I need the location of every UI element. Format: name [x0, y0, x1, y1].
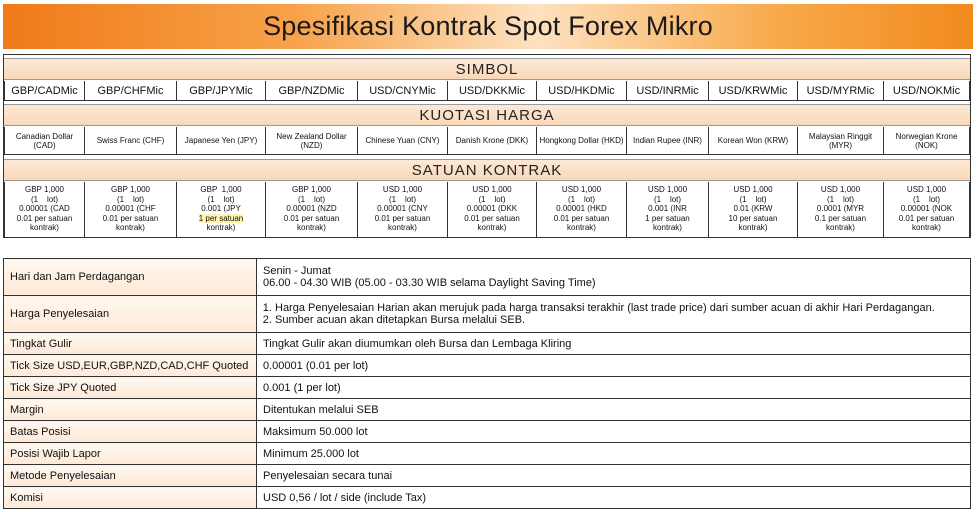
spec-value-item2: 2. Sumber acuan akan ditetapkan Bursa melalui SEB.: [275, 314, 964, 326]
page-title: Spesifikasi Kontrak Spot Forex Mikro: [263, 11, 713, 41]
unit-line: kontrak): [653, 223, 682, 232]
symbol-cell: USD/MYRMic: [798, 81, 884, 101]
currency-cell: Canadian Dollar (CAD): [4, 127, 85, 155]
unit-line: 0.001 (JPY: [201, 204, 241, 213]
unit-line: USD 1,000: [472, 185, 512, 194]
spec-row-tick2: [4, 377, 971, 399]
spec-value: [257, 259, 971, 296]
symbol-cell: GBP/CHFMic: [85, 81, 177, 101]
symbol-row: [4, 81, 970, 101]
currency-cell: New Zealand Dollar (NZD): [266, 127, 358, 155]
spec-label: Posisi Wajib Lapor: [4, 443, 257, 465]
spec-value: Penyelesaian secara tunai: [257, 465, 971, 487]
spec-row-gulir: [4, 333, 971, 355]
spec-label: Hari dan Jam Perdagangan: [4, 259, 257, 296]
unit-line: 10 per satuan: [728, 213, 778, 223]
unit-line: USD 1,000: [382, 185, 423, 194]
spec-table: [3, 258, 971, 509]
spec-label: Batas Posisi: [4, 421, 257, 443]
spec-row-batas: [4, 421, 971, 443]
spec-label: Tick Size USD,EUR,GBP,NZD,CAD,CHF Quoted: [4, 355, 257, 377]
unit-line: 0.01 per satuan: [464, 213, 520, 223]
unit-line: (1 lot): [388, 194, 417, 204]
unit-line: USD 1,000: [733, 185, 773, 194]
unit-line: (1 lot): [826, 194, 855, 204]
currency-cell: Malaysian Ringgit (MYR): [798, 127, 884, 155]
section-kuotasi: KUOTASI HARGA: [4, 104, 970, 126]
unit-line: GBP 1,000: [111, 185, 150, 194]
currency-cell: Chinese Yuan (CNY): [358, 127, 448, 155]
currency-row: [4, 127, 970, 155]
section-satuan: SATUAN KONTRAK: [4, 159, 970, 181]
symbol-cell: GBP/CADMic: [4, 81, 85, 101]
unit-line: kontrak): [30, 223, 59, 232]
currency-cell: Japanese Yen (JPY): [177, 127, 266, 155]
symbol-cell: USD/DKKMic: [448, 81, 537, 101]
title-banner: [3, 4, 973, 49]
unit-line: 0.00001 (HKD: [556, 204, 607, 213]
spec-label: Komisi: [4, 487, 257, 509]
currency-cell: Norwegian Krone (NOK): [884, 127, 970, 155]
unit-line: 0.01 per satuan: [102, 213, 159, 223]
spec-value: [257, 296, 971, 333]
spec-label: Tick Size JPY Quoted: [4, 377, 257, 399]
symbol-cell: USD/HKDMic: [537, 81, 627, 101]
unit-cell: [884, 182, 970, 238]
unit-cell: [177, 182, 266, 238]
spec-row-harga: [4, 296, 971, 333]
unit-line: USD 1,000: [820, 185, 861, 194]
unit-line: 0.00001 (CAD: [19, 204, 70, 213]
unit-line: 0.01 per satuan: [898, 213, 955, 223]
spec-value: Ditentukan melalui SEB: [257, 399, 971, 421]
unit-line: kontrak): [297, 223, 326, 232]
currency-cell: Danish Krone (DKK): [448, 127, 537, 155]
unit-line: USD 1,000: [647, 185, 688, 194]
unit-line: kontrak): [206, 223, 236, 232]
unit-line: kontrak): [388, 223, 417, 232]
unit-row: [4, 182, 970, 238]
unit-line: 0.001 (INR: [648, 204, 687, 213]
unit-line: (1 lot): [912, 194, 941, 204]
spec-row-lapor: [4, 443, 971, 465]
unit-cell: [85, 182, 177, 238]
unit-line: (1 lot): [297, 194, 326, 204]
unit-line: 0.0001 (MYR: [816, 204, 865, 213]
symbol-cell: USD/KRWMic: [709, 81, 798, 101]
spec-row-komisi: [4, 487, 971, 509]
symbol-cell: USD/NOKMic: [884, 81, 970, 101]
spec-row-margin: [4, 399, 971, 421]
unit-line: 0.00001 (NOK: [900, 204, 953, 213]
currency-cell: Korean Won (KRW): [709, 127, 798, 155]
spec-value: Minimum 25.000 lot: [257, 443, 971, 465]
unit-line: 0.01 per satuan: [374, 213, 431, 223]
unit-line: kontrak): [912, 223, 941, 232]
unit-line: 0.00001 (NZD: [286, 204, 337, 213]
unit-cell: [798, 182, 884, 238]
unit-line: kontrak): [826, 223, 855, 232]
unit-line: (1 lot): [739, 194, 767, 204]
spec-value: 0.001 (1 per lot): [257, 377, 971, 399]
unit-line: 0.01 per satuan: [283, 213, 340, 223]
symbol-cell: USD/INRMic: [627, 81, 709, 101]
unit-line: (1 lot): [567, 194, 596, 204]
unit-line: kontrak): [738, 223, 768, 232]
section-simbol: SIMBOL: [4, 58, 970, 80]
unit-line: 0.01 (KRW: [733, 204, 773, 213]
unit-cell: [358, 182, 448, 238]
unit-line: 0.00001 (CHF: [105, 204, 156, 213]
spec-value-item1: 1. Harga Penyelesaian Harian akan merujuk pada harga transaksi terakhir (last trade price) dari sumber acuan di akhir Hari Perdagangan.: [275, 302, 964, 314]
unit-line: kontrak): [567, 223, 596, 232]
spec-row-hari: [4, 259, 971, 296]
currency-cell: Indian Rupee (INR): [627, 127, 709, 155]
currency-cell: Hongkong Dollar (HKD): [537, 127, 627, 155]
unit-line: GBP 1,000: [25, 185, 64, 194]
spec-row-metode: [4, 465, 971, 487]
unit-line: 0.00001 (DKK: [466, 204, 518, 213]
unit-cell: [266, 182, 358, 238]
spec-label: Margin: [4, 399, 257, 421]
unit-line: (1 lot): [478, 194, 506, 204]
unit-line: 0.01 per satuan: [16, 213, 73, 223]
unit-line: kontrak): [477, 223, 507, 232]
unit-line: USD 1,000: [561, 185, 602, 194]
unit-cell: [448, 182, 537, 238]
unit-line: GBP 1,000: [200, 185, 242, 194]
unit-line: 0.01 per satuan: [553, 213, 610, 223]
spec-value: Tingkat Gulir akan diumumkan oleh Bursa dan Lembaga Kliring: [257, 333, 971, 355]
unit-line: 1 per satuan: [198, 213, 244, 223]
spec-label: Tingkat Gulir: [4, 333, 257, 355]
unit-line: GBP 1,000: [292, 185, 331, 194]
spec-value-line1: Senin - Jumat: [263, 265, 331, 277]
unit-line: 0.00001 (CNY: [377, 204, 428, 213]
unit-line: 0.1 per satuan: [814, 213, 867, 223]
spec-value: 0.00001 (0.01 per lot): [257, 355, 971, 377]
unit-cell: [627, 182, 709, 238]
unit-line: (1 lot): [116, 194, 145, 204]
symbol-cell: GBP/JPYMic: [177, 81, 266, 101]
spec-row-tick1: [4, 355, 971, 377]
spec-label: Metode Penyelesaian: [4, 465, 257, 487]
unit-cell: [537, 182, 627, 238]
symbol-cell: GBP/NZDMic: [266, 81, 358, 101]
unit-cell: [4, 182, 85, 238]
unit-line: (1 lot): [653, 194, 682, 204]
spec-value: USD 0,56 / lot / side (include Tax): [257, 487, 971, 509]
unit-line: 1 per satuan: [645, 213, 690, 223]
unit-line: (1 lot): [207, 194, 235, 204]
unit-line: (1 lot): [30, 194, 59, 204]
unit-line: USD 1,000: [906, 185, 947, 194]
currency-cell: Swiss Franc (CHF): [85, 127, 177, 155]
unit-cell: [709, 182, 798, 238]
spec-value-line2: 06.00 - 04.30 WIB (05.00 - 03.30 WIB selama Daylight Saving Time): [263, 277, 596, 289]
unit-line: kontrak): [116, 223, 145, 232]
symbol-cell: USD/CNYMic: [358, 81, 448, 101]
spec-label: Harga Penyelesaian: [4, 296, 257, 333]
spec-value: Maksimum 50.000 lot: [257, 421, 971, 443]
